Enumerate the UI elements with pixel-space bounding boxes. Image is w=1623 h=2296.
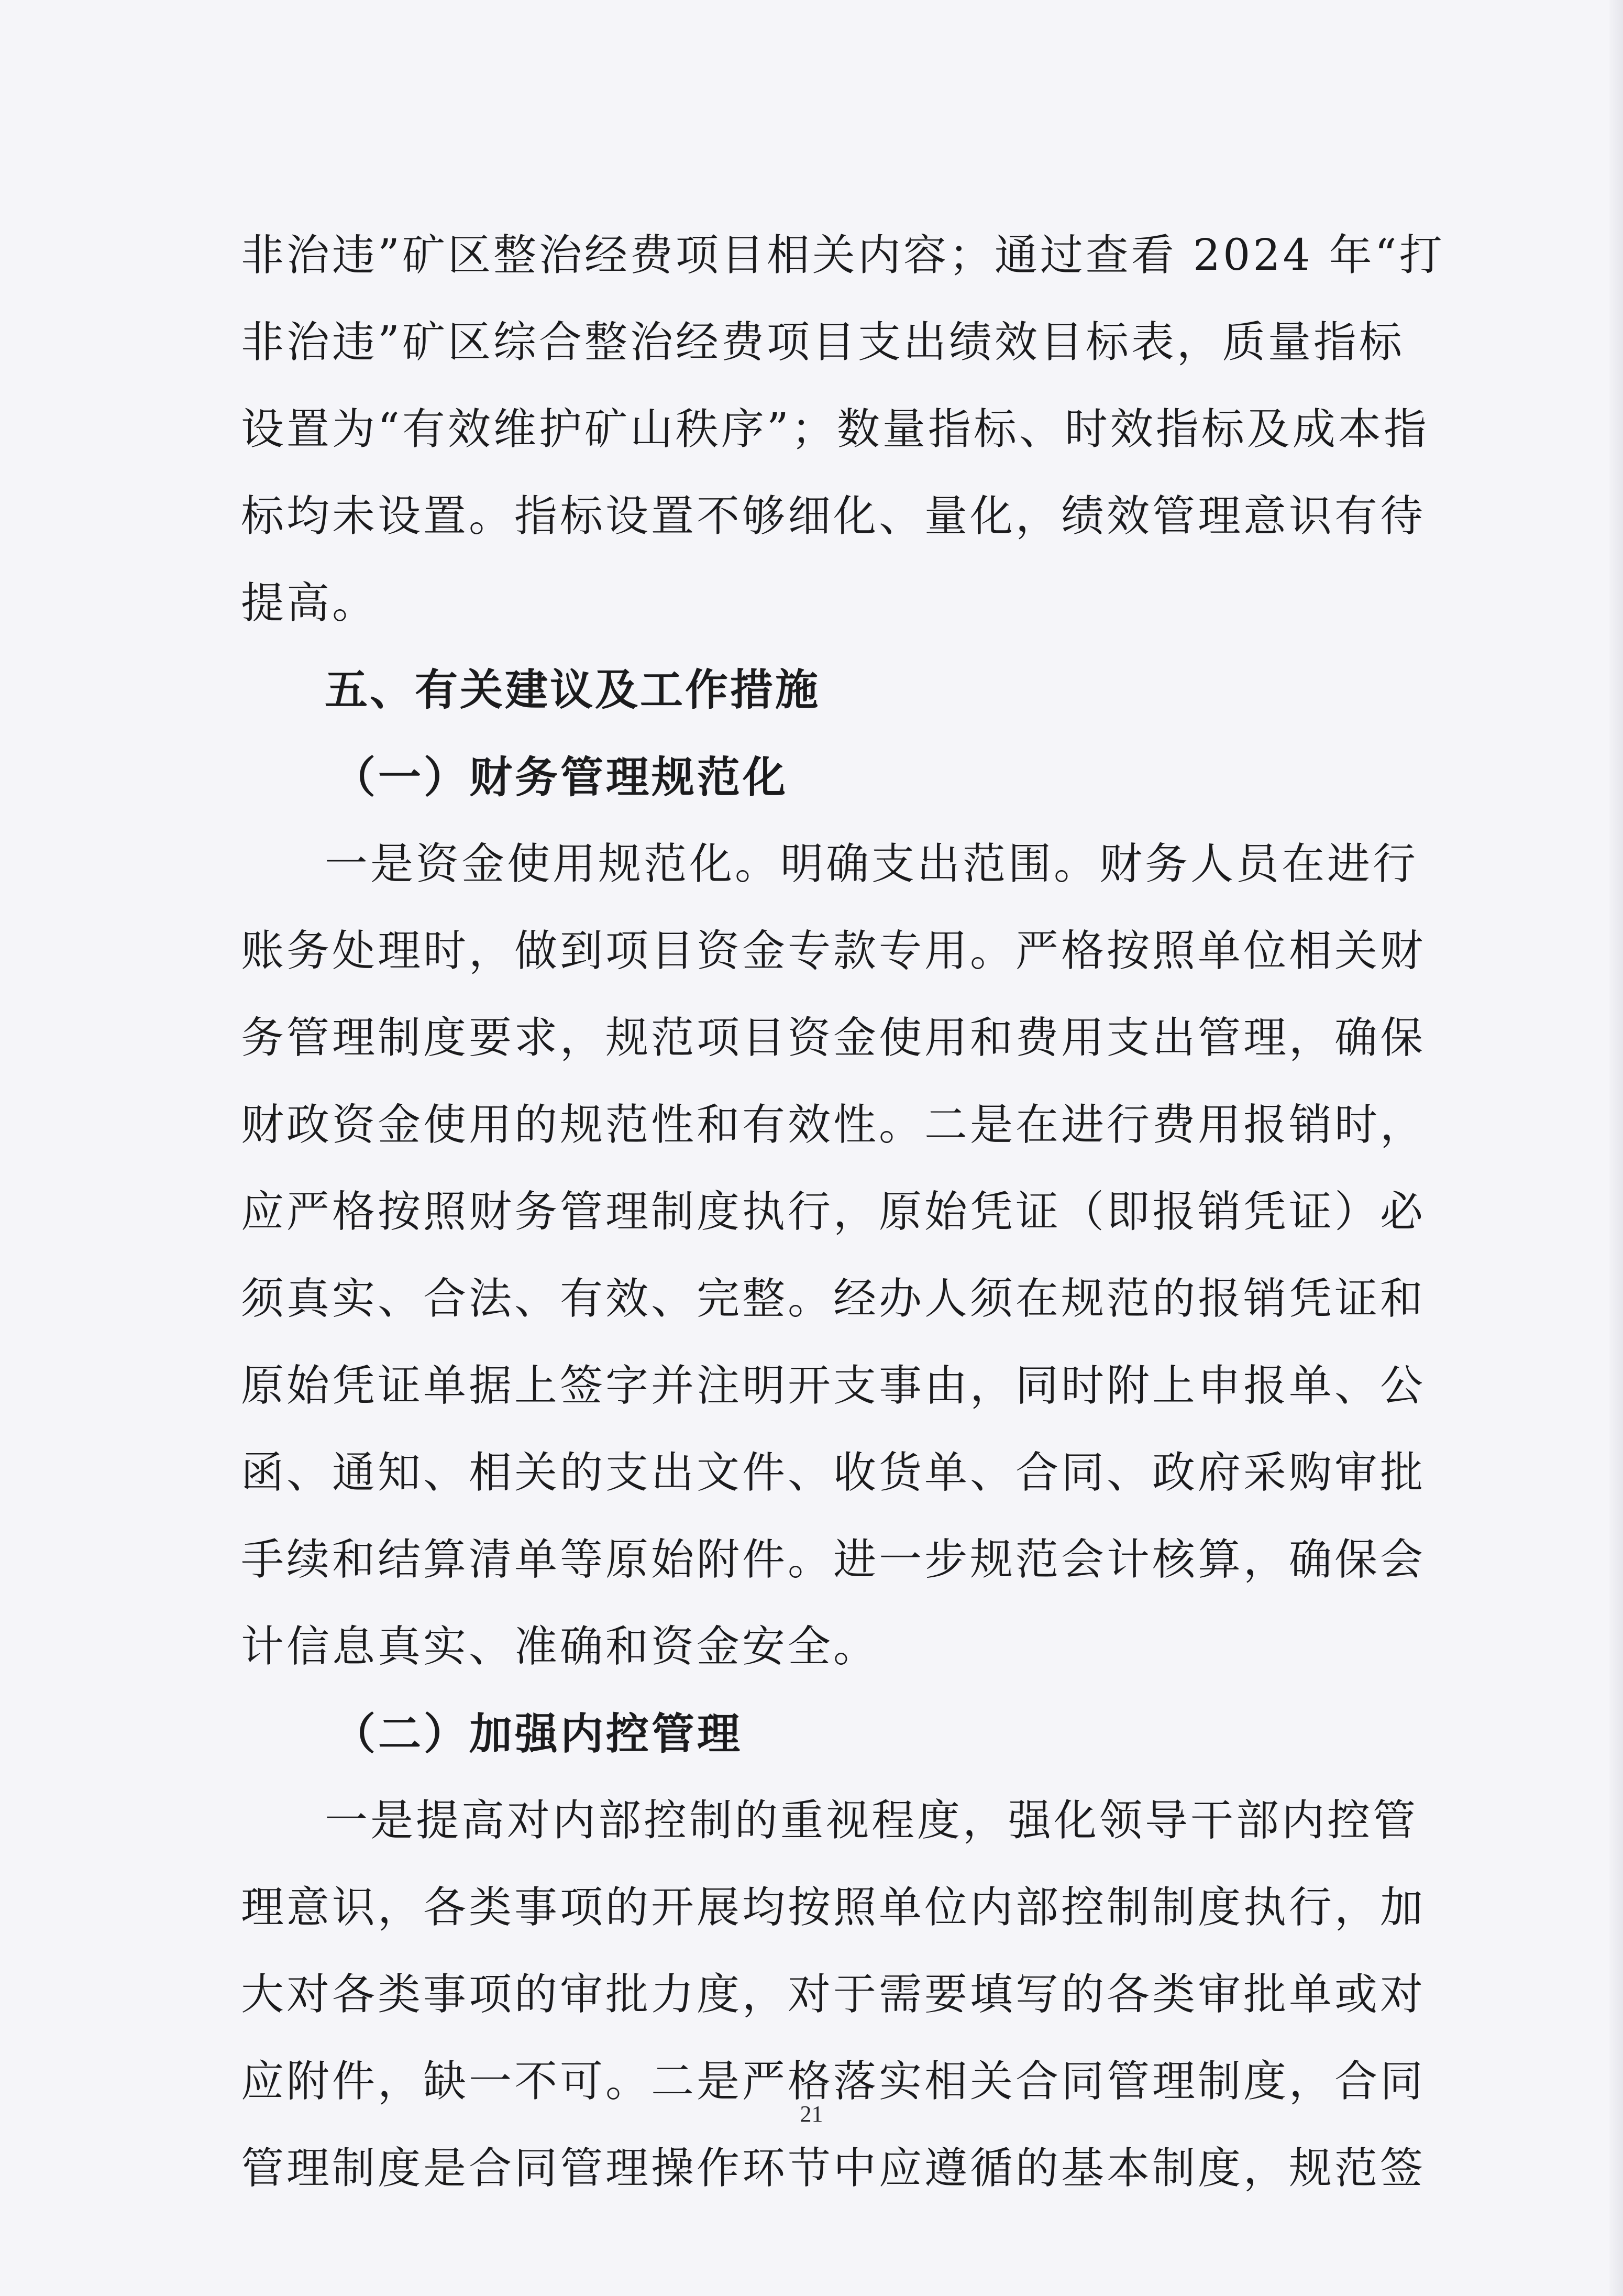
text-line: 财政资金使用的规范性和有效性。二是在进行费用报销时， [241,1100,1426,1150]
text-line: 函、通知、相关的支出文件、收货单、合同、政府采购审批 [241,1448,1426,1498]
subsection-heading-1: （一）财务管理规范化 [333,752,789,803]
text-line: 一是提高对内部控制的重视程度，强化领导干部内控管 [325,1796,1419,1845]
subsection-heading-2: （二）加强内控管理 [333,1709,743,1759]
text-line: 非治违”矿区综合整治经费项目支出绩效目标表，质量指标 [241,317,1405,367]
text-line: 管理制度是合同管理操作环节中应遵循的基本制度，规范签 [241,2144,1426,2193]
text-line: 应严格按照财务管理制度执行，原始凭证（即报销凭证）必 [241,1187,1426,1237]
page-edge-shadow [1609,0,1623,2296]
text-line: 大对各类事项的审批力度，对于需要填写的各类审批单或对 [241,1970,1426,2019]
text-line: 理意识，各类事项的开展均按照单位内部控制制度执行，加 [241,1883,1426,1932]
text-line: 手续和结算清单等原始附件。进一步规范会计核算，确保会 [241,1535,1426,1585]
section-heading: 五、有关建议及工作措施 [325,665,821,715]
text-line: 计信息真实、准确和资金安全。 [241,1622,879,1672]
text-line: 标均未设置。指标设置不够细化、量化，绩效管理意识有待 [241,491,1426,541]
page-number: 21 [800,2101,823,2127]
text-line: 设置为“有效维护矿山秩序”；数量指标、时效指标及成本指 [241,404,1429,454]
text-line: 非治违”矿区整治经费项目相关内容；通过查看 2024 年“打 [241,230,1445,280]
text-line: 一是资金使用规范化。明确支出范围。财务人员在进行 [325,839,1419,889]
text-line: 提高。 [241,578,378,628]
text-line: 账务处理时，做到项目资金专款专用。严格按照单位相关财 [241,926,1426,976]
text-line: 应附件，缺一不可。二是严格落实相关合同管理制度，合同 [241,2057,1426,2106]
text-line: 原始凭证单据上签字并注明开支事由，同时附上申报单、公 [241,1361,1426,1411]
text-line: 务管理制度要求，规范项目资金使用和费用支出管理，确保 [241,1013,1426,1063]
document-body [241,212,1445,2212]
text-line: 须真实、合法、有效、完整。经办人须在规范的报销凭证和 [241,1274,1426,1324]
